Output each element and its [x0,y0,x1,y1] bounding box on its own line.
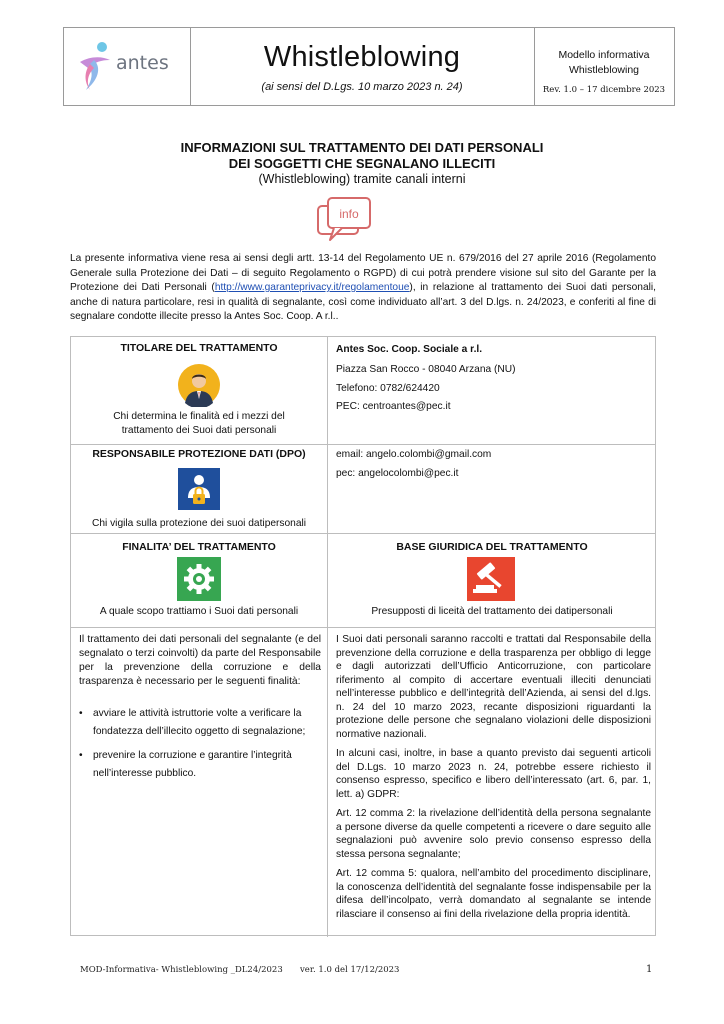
model-line1: Modello informativa [558,49,650,61]
intro-text-2: ), in relazione al trattamento dei Suoi dati personali, anche di natura particolare, resi in qualità di segnalante, così come individuato all’art. 3 del D.lgs. n. 24/2023, e conferiti al fine di segnalare condotte illecite presso la Antes Soc. Coop. A r.l.. [70,282,656,322]
finalita-body: Il trattamento dei dati personali del segnalante (e del segnalato o terzi coinvolti) da parte del Responsabile per la prevenzione della corruzione e della trasparenza è necessario per le seguenti finalità: [79,634,321,687]
bullet-text: prevenire la corruzione e garantire l’integrità nell’interesse pubblico. [93,750,292,779]
title-line3: (Whistleblowing) tramite canali interni [258,172,466,186]
footer-document-code: MOD-Informativa- Whistleblowing _DL24/2023 [80,965,283,975]
info-speech-bubble-icon [316,196,374,244]
person-icon [177,363,221,407]
titolare-pec: PEC: centroantes@pec.it [336,401,451,412]
titolare-caption: Chi determina le finalità ed i mezzi del trattamento dei Suoi dati personali [113,411,285,436]
base-paragraph-3: Art. 12 comma 2: la rivelazione dell’identità della persona segnalante a persone diverse da quelle competenti a ricevere o dare seguito alle segnalazioni può avvenire solo previo consenso espresso della stessa persona segnalante; [336,808,651,860]
base-paragraph-1: I Suoi dati personali saranno raccolti e trattati dal Responsabile della prevenzione della corruzione e della trasparenza per obbligo di legge e dagli autorizzati dell’Ufficio Anticorruzione, con particolare riferimento al compito di accertare eventuali illeciti denunciati nell’interesse pubblico e dell’integrità dell’Azienda, ai sensi del d.lgs. n. 24 del 10 marzo 2023, recante disposizioni riguardanti la protezione delle persone che segnalano violazioni delle disposizioni normative nazionali. [336,634,651,740]
bullet-text: avviare le attività istruttorie volte a verificare la fondatezza dell’illecito oggetto di segnalazione; [93,708,306,737]
base-heading: BASE GIURIDICA DEL TRATTAMENTO [396,541,588,553]
revision: Rev. 1.0 – 17 dicembre 2023 [542,85,666,95]
shield-lock-icon [178,468,220,510]
document-title [0,140,724,172]
dpo-caption: Chi vigila sulla protezione dei suoi datipersonali [91,518,307,529]
list-item: • avviare le attività istruttorie volte a verificare la fondatezza dell’illecito oggetto di segnalazione; [79,705,321,741]
footer-version: ver. 1.0 del 17/12/2023 [300,965,400,975]
header-title-cell [190,28,535,105]
base-caption: Presupposti di liceità del trattamento dei datipersonali [371,606,613,617]
garante-link[interactable]: http://www.garanteprivacy.it/regolamentoue [214,282,410,293]
titolare-address: Piazza San Rocco - 08040 Arzana (NU) [336,364,516,375]
logo-cell [64,28,191,105]
dpo-email: email: angelo.colombi@gmail.com [336,449,492,460]
page-number: 1 [646,964,653,975]
gavel-icon [467,557,515,601]
antes-logo-icon [76,40,116,92]
title-line2: DEI SOGGETTI CHE SEGNALANO ILLECITI [228,156,496,171]
gear-icon [177,557,221,601]
titolare-phone: Telefono: 0782/624420 [336,383,440,394]
info-label: info [339,207,359,221]
model-line2: Whistleblowing [568,64,640,76]
finalita-caption: A quale scopo trattiamo i Suoi dati personali [99,606,299,617]
title-line1: INFORMAZIONI SUL TRATTAMENTO DEI DATI PERSONALI [180,140,544,155]
base-body [336,633,651,921]
finalita-heading: FINALITA’ DEL TRATTAMENTO [122,541,276,553]
dpo-pec: pec: angelocolombi@pec.it [336,468,459,479]
info-table [70,336,656,936]
header-title: Whistleblowing [263,41,461,73]
document-header [63,27,675,106]
base-paragraph-2: In alcuni casi, inoltre, in base a quanto previsto dai seguenti articoli del D.Lgs. 10 marzo 2023 n. 24, potrebbe essere richiesto il consenso espresso, specifico e libero dell’interessato (art. 6, par. 1, lett. a) GDPR: [336,748,651,800]
titolare-name: Antes Soc. Coop. Sociale a r.l. [336,344,483,355]
list-item: • prevenire la corruzione e garantire l’integrità nell’interesse pubblico. [79,747,321,783]
intro-paragraph [70,252,656,325]
header-model-cell [534,28,674,105]
base-paragraph-4: Art. 12 comma 5: qualora, nell’ambito del procedimento disciplinare, la conoscenza dell’identità del segnalante fosse indispensabile per la difesa dell’incolpato, verrà domandato al segnalante se intende rilasciare il consenso ai fini della rivelazione della propria identità. [336,868,651,920]
intro-text-1: La presente informativa viene resa ai sensi degli artt. 13-14 del Regolamento UE n. 679/2016 del 27 aprile 2016 (Regolamento Generale sulla Protezione dei Dati – di seguito Regolamento o RGPD) di cui potrà prendere visione sul sito del Garante per la Protezione dei Dati Personali ( [70,253,656,293]
dpo-heading: RESPONSABILE PROTEZIONE DATI (DPO) [92,448,306,460]
header-subtitle: (ai sensi del D.Lgs. 10 marzo 2023 n. 24) [261,81,463,93]
finalita-bullet-list [79,705,321,783]
brand-name: antes [116,52,169,74]
titolare-heading: TITOLARE DEL TRATTAMENTO [120,342,278,354]
